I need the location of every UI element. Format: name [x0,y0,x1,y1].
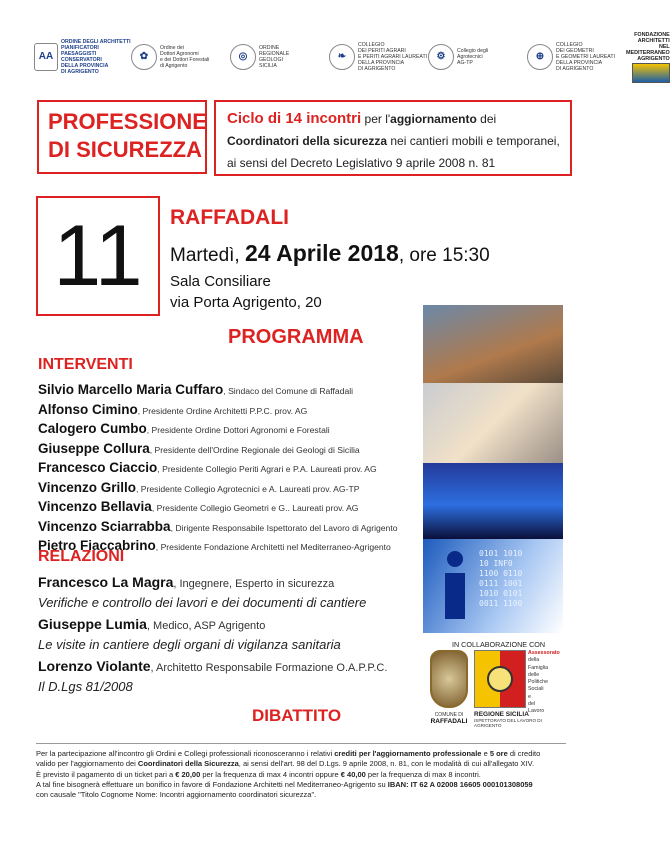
intervento-name: Vincenzo Grillo [38,479,137,495]
f1c: e [481,749,490,758]
ciclo-text-a: per l' [361,112,391,126]
comune-logo [428,650,470,725]
comune-name: RAFFADALI [430,718,468,725]
information-photo [423,539,563,633]
agrotecnici-emblem-icon: ⚙ [428,44,454,70]
professione-line-2: DI SICUREZZA [48,137,202,162]
intervento-role: , Presidente dell'Ordine Regionale dei Geologi di Sicilia [149,444,360,455]
f3d: € 40,00 [340,769,366,779]
footer-line-4 [36,780,568,790]
intervento-role: , Presidente Ordine Dottori Agronomi e Forestali [146,425,330,435]
fondazione-label: FONDAZIONE ARCHITETTI NEL MEDITERRANEO AGRIGENTO [626,31,670,62]
footer-line-3 [36,770,568,780]
f3b: € 20,00 [175,769,201,779]
professione-line-1: PROFESSIONE [48,109,207,134]
intervento-name: Vincenzo Bellavia [38,499,152,514]
trinacria-icon [474,650,526,708]
intervento-role: , Presidente Collegio Periti Agrari e P.A. Laureati prov. AG [157,464,377,474]
f1a: Per la partecipazione all'incontro gli Ordini e Collegi professionali riconosceranno i relativi [36,749,335,758]
relazione-role: , Architetto Responsabile Formazione O.A.P.P.C. [150,662,388,674]
intervento-role: , Sindaco del Comune di Raffadali [223,386,354,396]
relazione-item [38,658,428,694]
workers-silhouette-photo [423,463,563,539]
logo-periti-agrari [329,42,428,72]
regione-name: REGIONE SICILIA [474,711,529,718]
logo-ordine-architetti [34,39,131,75]
intervento-name: Francesco Ciaccio [38,460,158,475]
ciclo-line-2 [227,130,560,152]
f4c: : IT 62 A 02008 16605 000101308059 [406,779,533,789]
ciclo-highlight: Ciclo di 14 incontri [227,110,362,127]
intervento-row [38,441,418,461]
regione-sub: ISPETTORATO DEL LAVORO DI AGRIGENTO [474,718,542,728]
info-icon [437,551,473,621]
intervento-role: , Presidente Collegio Geometri e G.. Laureati prov. AG [151,503,359,513]
logo-agrotecnici [428,44,527,70]
relazione-topic: Verifiche e controllo dei lavori e dei documenti di cantiere [38,595,367,610]
intervento-role: , Dirigente Responsabile Ispettorato del Lavoro di Agrigento [170,522,398,533]
intervento-row [38,460,418,480]
relazione-speaker [38,616,428,634]
collab-title: IN COLLABORAZIONE CON [452,640,546,649]
relazione-role: , Medico, ASP Agrigento [146,620,266,632]
fondazione-emblem-icon [632,63,670,83]
ciclo-text-b: aggiornamento [390,112,477,126]
footer-line-1 [36,749,568,759]
relazione-speaker [38,658,428,676]
relazione-item [38,574,428,610]
binary-pattern: 0101 1010 10 INF0 1100 0110 0111 1001 1010 0101 0011 1100 [479,549,523,608]
ordine-architetti-emblem-icon: AA [34,43,58,71]
intervento-name: Vincenzo Sciarrabba [38,518,171,534]
footer-notes [36,749,568,800]
intervento-row [38,402,418,422]
relazione-name: Francesco La Magra [38,574,174,590]
f2c: , ai sensi dell'art. 98 del D.Lgs. 9 aprile 2008, n. 81, con le modalità di cui all'allegato XIV. [238,759,535,769]
intervento-row [38,499,418,519]
geometri-label: COLLEGIO DEI GEOMETRI E GEOMETRI LAUREATI DELLA PROVINCIA DI AGRIGENTO [556,42,615,72]
event-venue [170,271,322,313]
periti-agrari-emblem-icon: ❧ [329,44,355,70]
f1e: di credito [507,749,541,758]
f2b: Coordinatori della Sicurezza [137,759,239,769]
relazione-name: Giuseppe Lumia [38,616,147,632]
logo-geologi [230,44,329,70]
professione-box [37,100,207,174]
f3e: per la frequenza di max 8 incontri. [365,769,481,779]
footer-line-5: con causale "Titolo Cognome Nome: Incontri aggiornamento coordinatori sicurezza". [36,790,317,800]
comune-crest-icon [430,650,468,708]
geologi-label: ORDINE REGIONALE GEOLOGI SICILIA [259,45,290,69]
logo-fondazione [626,32,670,83]
venue-address: via Porta Agrigento, 20 [170,294,322,311]
geologi-emblem-icon: ◎ [230,44,256,70]
logo-strip [34,31,670,80]
ciclo-box [214,100,572,176]
intervento-name: Pietro Fiaccabrino [38,538,156,553]
intervento-name: Alfonso Cimino [38,401,138,417]
professione-title [39,102,205,164]
relazione-speaker [38,574,428,592]
f4b: IBAN [387,779,407,789]
dottori-agronomi-label: Ordine dei Dottori Agronomi e dei Dottori Forestali di Agrigento [160,45,210,69]
ordine-architetti-label: ORDINE DEGLI ARCHITETTI PIANIFICATORI PAESAGGISTI CONSERVATORI DELLA PROVINCIA DI AGRIGENTO [61,39,131,75]
footer-line-2 [36,759,568,769]
event-date: 24 Aprile 2018 [244,240,399,266]
f3c: per la frequenza di max 4 incontri oppure [200,769,341,779]
intervento-row [38,519,418,539]
ciclo-text-d: Coordinatori della sicurezza [227,134,388,148]
intervento-name: Silvio Marcello Maria Cuffaro [38,382,224,397]
intervento-name: Giuseppe Collura [38,440,150,456]
programma-title: PROGRAMMA [228,326,364,348]
ciclo-text-e: nei cantieri mobili e temporanei, [387,134,560,148]
relazione-role: , Ingegnere, Esperto in sicurezza [173,578,335,590]
event-city: RAFFADALI [170,206,289,229]
event-time: , ore 15:30 [398,245,490,266]
event-date-line [170,240,490,267]
photo-collage [423,305,563,633]
interventi-title: INTERVENTI [38,356,133,373]
event-number: 11 [36,196,160,316]
f2a: valido per l'aggiornamento dei [36,759,138,769]
f4a: A tal fine bisognerà effettuare un bonifico in favore di Fondazione Architetti nel Mediterraneo-Agrigento su [36,779,388,789]
intervento-name: Calogero Cumbo [38,421,147,436]
logo-geometri [527,42,626,72]
intervento-row [38,480,418,500]
relazione-topic: Il D.Lgs 81/2008 [38,679,133,694]
regione-logo [474,650,570,728]
ciclo-line-1 [227,108,560,130]
intervento-row [38,421,418,441]
intervento-role: , Presidente Collegio Agrotecnici e A. Laureati prov. AG-TP [136,483,360,494]
relazioni-title: RELAZIONI [38,548,125,565]
blueprint-hands-photo [423,383,563,463]
construction-workers-photo [423,305,563,383]
relazione-name: Lorenzo Violante [38,658,151,674]
footer-divider [36,743,566,744]
venue-name: Sala Consiliare [170,273,271,290]
f3a: È previsto il pagamento di un ticket pari a [36,769,176,779]
ciclo-line-3: ai sensi del Decreto Legislativo 9 aprile 2008 n. 81 [227,156,496,170]
agrotecnici-label: Collegio degli Agrotecnici AG-TP [457,48,489,66]
comune-small-label: COMUNE DI [434,712,464,718]
intervento-row [38,382,418,402]
dibattito-title: DIBATTITO [252,706,342,725]
geometri-emblem-icon: ⊕ [527,44,553,70]
relazione-item [38,616,428,652]
ciclo-text-c: dei [476,112,497,126]
intervento-role: , Presidente Fondazione Architetti nel Mediterraneo-Agrigento [155,542,391,552]
logo-dottori-agronomi [131,44,230,70]
intervento-role: , Presidente Ordine Architetti P.P.C. prov. AG [137,405,308,416]
dottori-agronomi-emblem-icon: ✿ [131,44,157,70]
f1b: crediti per l'aggiornamento professionale [334,749,482,758]
assessorato-label: Assessorato della Famiglia delle Politiche Sociali e del Lavoro [528,650,560,715]
f1d: 5 ore [489,749,508,758]
periti-agrari-label: COLLEGIO DEI PERITI AGRARI E PERITI AGRARI LAUREATI DELLA PROVINCIA DI AGRIGENTO [358,42,428,72]
relazioni-list [38,574,428,700]
interventi-list [38,382,418,558]
relazione-topic: Le visite in cantiere degli organi di vigilanza sanitaria [38,637,341,652]
event-day: Martedì, [170,245,240,266]
